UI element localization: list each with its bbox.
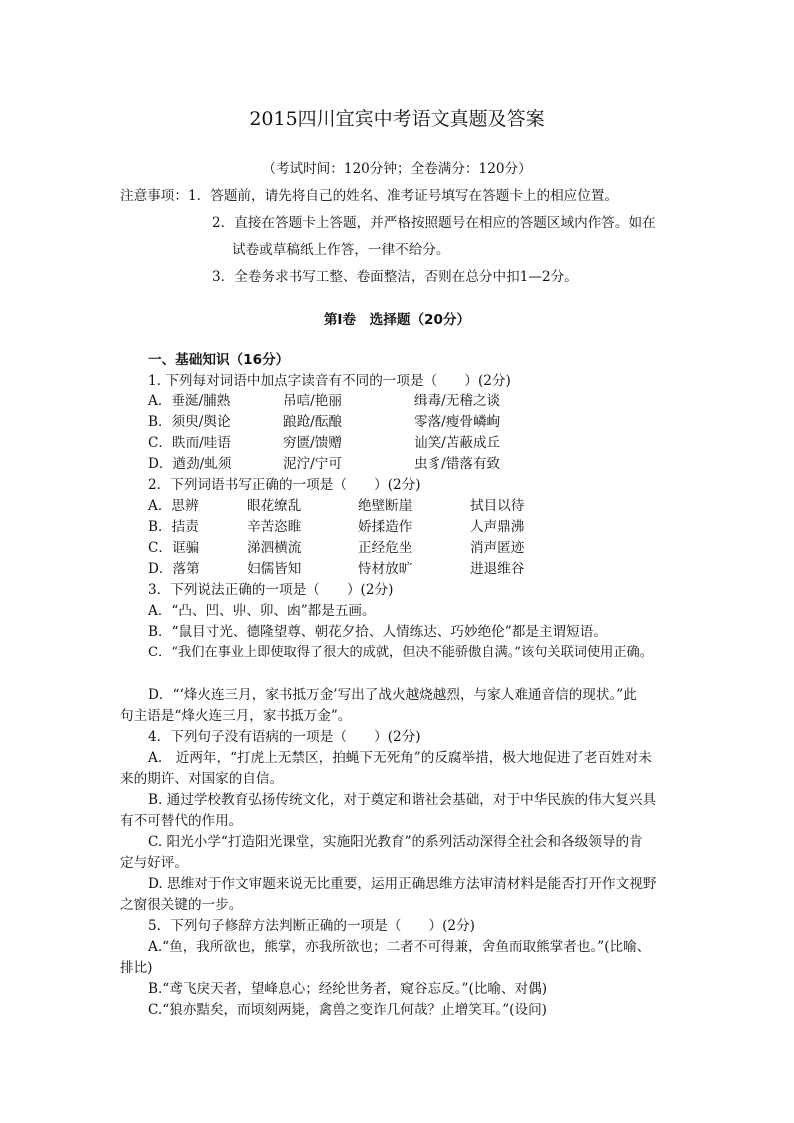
q4-option-c-continued: 定与好评。: [120, 855, 188, 871]
q1-option-b: B．须臾/舆论: [148, 414, 231, 430]
q2-option-d: D．落第: [148, 561, 200, 577]
q5-option-a-continued: 排比): [120, 960, 153, 976]
note-2: 2．直接在答题卡上答题，并严格按照题号在相应的答题区域内作答。如在: [212, 215, 656, 231]
q2-option-c-4: 消声匿迹: [470, 540, 525, 556]
q2-option-b-2: 辛苦恣睢: [247, 519, 302, 535]
q4-option-b-continued: 有不可替代的作用。: [120, 813, 243, 829]
q2-option-d-3: 恃材放旷: [358, 561, 413, 577]
q1-option-a-2: 吊唁/艳丽: [283, 393, 342, 409]
q2-option-b: B．拮责: [148, 519, 199, 535]
page-title: 2015四川宜宾中考语文真题及答案: [249, 108, 545, 130]
q2-stem: 2．下列词语书写正确的一项是（ ）(2分): [148, 477, 421, 493]
q4-option-a-continued: 来的期许、对国家的自信。: [120, 771, 284, 787]
q3-stem: 3．下列说法正确的一项是（ ）(2分): [148, 582, 394, 598]
q5-option-c: C.“狼亦黠矣，而顷刻两毙，禽兽之变诈几何哉？止增笑耳。”(设问): [148, 1002, 547, 1018]
q1-option-a: A．垂涎/脯熟: [148, 393, 231, 409]
q1-option-a-3: 缉毒/无稽之谈: [414, 393, 501, 409]
q2-option-c: C．诓骗: [148, 540, 200, 556]
q2-option-c-3: 正经危坐: [358, 540, 413, 556]
q4-option-c: C. 阳光小学“打造阳光课堂，实施阳光教育”的系列活动深得全社会和各级领导的肯: [148, 834, 643, 850]
q2-option-a-2: 眼花缭乱: [247, 498, 302, 514]
q1-option-d-2: 泥泞/宁可: [283, 456, 342, 472]
note-2-continued: 试卷或草稿纸上作答，一律不给分。: [232, 242, 450, 258]
q3-option-d: D．“‘烽火连三月，家书抵万金’写出了战火越烧越烈，与家人难通音信的现状。”此: [148, 687, 637, 703]
q4-option-d: D. 思维对于作文审题来说无比重要，运用正确思维方法审清材料是能否打开作文视野: [148, 876, 657, 892]
q5-option-b: B.“鸢飞戾天者，望峰息心；经纶世务者，窥谷忘反。”(比喻、对偶): [148, 981, 548, 997]
q1-stem: 1. 下列每对词语中加点字读音有不同的一项是（ ）(2分): [148, 373, 511, 389]
q2-option-a-4: 拭目以待: [470, 498, 525, 514]
q5-option-a: A.“鱼，我所欲也，熊掌，亦我所欲也；二者不可得兼，舍鱼而取熊掌者也。”(比喻、: [148, 939, 651, 955]
q2-option-d-4: 进退维谷: [470, 561, 525, 577]
note-3: 3．全卷务求书写工整、卷面整洁，否则在总分中扣1—2分。: [212, 269, 578, 285]
q4-option-a: A. 近两年，“打虎上无禁区，拍蝇下无死角”的反腐举措，极大地促进了老百姓对未: [148, 750, 652, 766]
q1-option-b-3: 零落/瘦骨嶙峋: [414, 414, 501, 430]
exam-info: （考试时间：120分钟；全卷满分：120分）: [262, 161, 532, 177]
section-title: 一、基础知识（16分）: [148, 352, 290, 368]
q1-option-d-3: 虫豸/错落有致: [414, 456, 501, 472]
q1-option-c-3: 讪笑/苫蔽成丘: [414, 435, 501, 451]
q4-option-b: B. 通过学校教育弘扬传统文化，对于奠定和谐社会基础，对于中华民族的伟大复兴具: [148, 792, 657, 808]
q1-option-c-2: 穷匮/馈赠: [283, 435, 342, 451]
q1-option-b-2: 踉跄/酝酿: [283, 414, 342, 430]
q3-option-b: B．“鼠目寸光、德隆望尊、朝花夕拾、人情练达、巧妙绝伦”都是主谓短语。: [148, 624, 607, 640]
q5-stem: 5．下列句子修辞方法判断正确的一项是（ ）(2分): [148, 918, 475, 934]
q2-option-a-3: 绝壁断崖: [358, 498, 413, 514]
notes-label: 注意事项：: [120, 188, 188, 204]
q4-stem: 4．下列句子没有语病的一项是（ ）(2分): [148, 729, 421, 745]
q4-option-d-continued: 之窗很关键的一步。: [120, 897, 243, 913]
q2-option-d-2: 妇儒皆知: [247, 561, 302, 577]
q2-option-a: A．思辨: [148, 498, 199, 514]
q1-option-d: D．遒劲/虬须: [148, 456, 232, 472]
q1-option-c: C．眣而/哇语: [148, 435, 231, 451]
q3-option-c: C．“我们在事业上即使取得了很大的成就，但决不能骄傲自满。”该句关联词使用正确。: [148, 645, 653, 660]
q3-option-a: A．“凸、凹、丱、卯、凼”都是五画。: [148, 603, 376, 619]
note-1: 1．答题前，请先将自己的姓名、准考证号填写在答题卡上的相应位置。: [188, 188, 619, 204]
q2-option-b-3: 娇揉造作: [358, 519, 413, 535]
q2-option-c-2: 涕泗横流: [247, 540, 302, 556]
q3-option-d-continued: 句主语是“烽火连三月，家书抵万金”。: [120, 708, 352, 724]
volume-title: 第Ⅰ卷 选择题（20分）: [323, 312, 471, 328]
q2-option-b-4: 人声鼎沸: [470, 519, 525, 535]
